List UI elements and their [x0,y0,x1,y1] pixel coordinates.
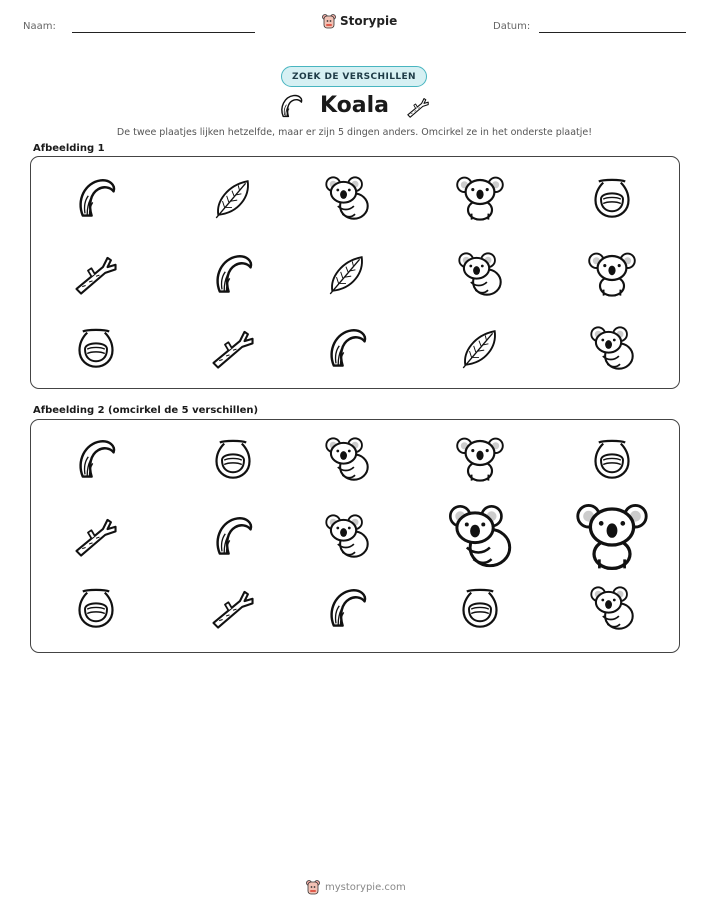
brand-name: Storypie [340,14,398,28]
leaf-icon [459,327,501,369]
pouch-icon [590,176,634,220]
title-branch-icon [402,95,434,119]
pouch-icon[interactable] [590,437,634,481]
branch-icon [73,251,119,297]
storypie-footer-icon [306,879,320,895]
koala-climbing-icon[interactable] [589,585,635,631]
branch-icon[interactable] [73,513,119,559]
page-title: Koala [319,93,389,118]
section-2-label: Afbeelding 2 (omcirkel de 5 verschillen) [33,405,259,416]
activity-badge: ZOEK DE VERSCHILLEN [281,66,427,87]
claw-icon [74,176,118,220]
leaf-icon [326,253,368,295]
leaf-icon [212,177,254,219]
date-line[interactable] [539,32,686,33]
branch-icon[interactable] [210,585,256,631]
pouch-icon [74,326,118,370]
pouch-icon[interactable] [74,586,118,630]
koala-sitting-icon [588,250,636,298]
claw-icon[interactable] [325,586,369,630]
pouch-icon[interactable] [458,586,502,630]
koala-climbing-icon[interactable] [324,513,370,559]
koala-sitting-icon[interactable] [576,500,648,572]
claw-icon [325,326,369,370]
koala-sitting-icon[interactable] [456,435,504,483]
footer [306,879,406,895]
koala-climbing-icon [457,251,503,297]
branch-icon [210,325,256,371]
koala-climbing-icon[interactable] [447,503,513,569]
brand-logo [322,13,397,29]
instruction-text: De twee plaatjes lijken hetzelfde, maar er zijn 5 dingen anders. Omcirkel ze in het onderste plaatje! [116,127,593,138]
date-label: Datum: [493,21,531,32]
koala-sitting-icon [456,174,504,222]
claw-icon[interactable] [74,437,118,481]
name-label: Naam: [23,21,56,32]
koala-climbing-icon [589,325,635,371]
koala-climbing-icon[interactable] [324,436,370,482]
storypie-logo-icon [322,13,336,29]
footer-url[interactable]: mystorypie.com [325,881,406,893]
name-line[interactable] [72,32,255,33]
section-1-label: Afbeelding 1 [33,143,105,154]
claw-icon [211,252,255,296]
koala-climbing-icon [324,175,370,221]
claw-icon[interactable] [211,514,255,558]
pouch-icon[interactable] [211,437,255,481]
